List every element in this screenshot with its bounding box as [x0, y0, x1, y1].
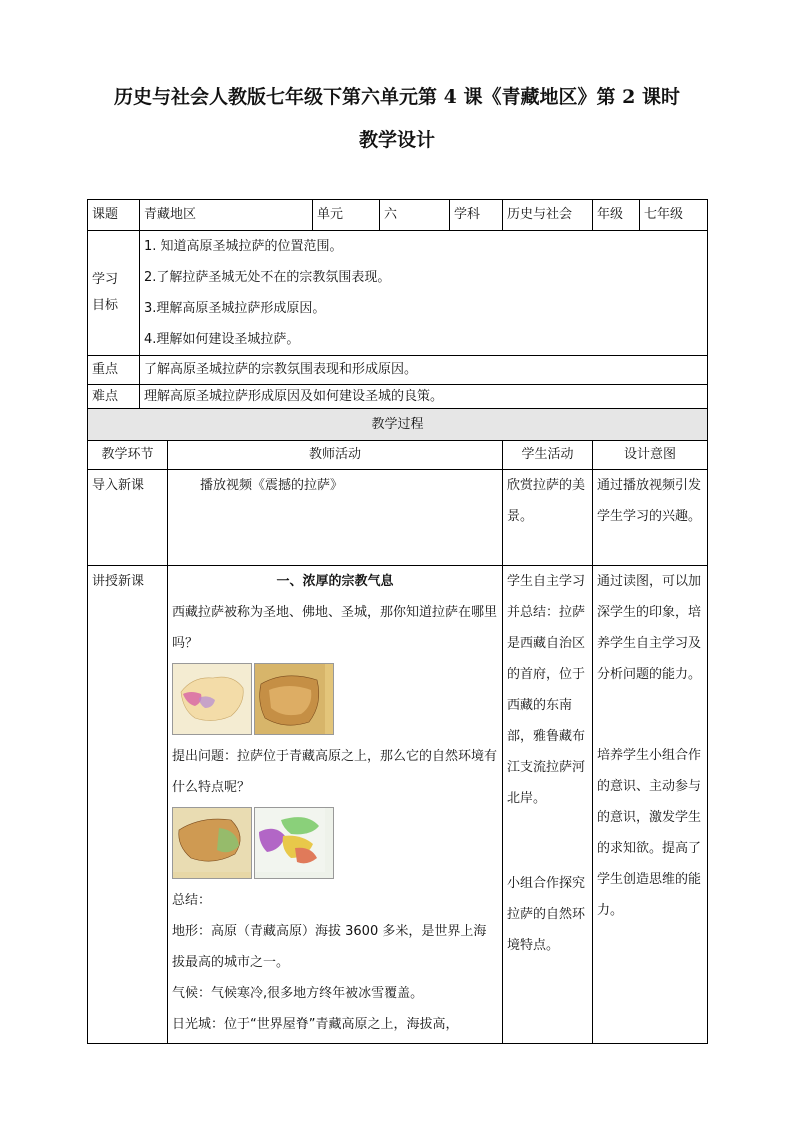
- key-point-text: 了解高原圣城拉萨的宗教氛围表现和形成原因。: [140, 356, 708, 385]
- summary-label: 总结：: [172, 893, 212, 908]
- terrain-map-image: [172, 807, 252, 879]
- difficulty-row: [88, 385, 708, 409]
- intent-1: 通过读图，可以加深学生的印象，培养学生自主学习及分析问题的能力。: [597, 574, 702, 682]
- process-columns-row: [88, 441, 708, 470]
- question-location: 西藏拉萨被称为圣地、佛地、圣城，那你知道拉萨在哪里吗？: [172, 605, 498, 651]
- lecture-teacher: [168, 566, 503, 1044]
- lecture-heading: 一、浓厚的宗教气息: [276, 574, 394, 589]
- goals-row: [88, 231, 708, 356]
- subject-value: 历史与社会: [503, 200, 593, 231]
- process-header: 教学过程: [88, 409, 708, 441]
- col-stage: 教学环节: [88, 441, 168, 470]
- intro-stage: 导入新课: [88, 470, 168, 566]
- intent-2: 培养学生小组合作的意识、主动参与的意识，激发学生的求知欲。提高了学生创造思维的能力。: [597, 748, 702, 918]
- info-row: [88, 200, 708, 231]
- intro-student: 欣赏拉萨的美景。: [503, 470, 593, 566]
- doc-title: 历史与社会人教版七年级下第六单元第 4 课《青藏地区》第 2 课时: [114, 86, 680, 108]
- china-map-image: [172, 663, 252, 735]
- difficulty-label: 难点: [88, 385, 140, 409]
- intro-row: [88, 470, 708, 566]
- topic-value: 青藏地区: [140, 200, 313, 231]
- lecture-intent: [593, 566, 708, 1044]
- col-intent: 设计意图: [593, 441, 708, 470]
- intro-teacher: 播放视频《震撼的拉萨》: [168, 470, 503, 566]
- key-point-label: 重点: [88, 356, 140, 385]
- key-point-row: [88, 356, 708, 385]
- summary-sunlight: 日光城：位于“世界屋脊”青藏高原之上，海拔高，: [172, 1017, 459, 1032]
- goal-item: 2.了解拉萨圣城无处不在的宗教氛围表现。: [144, 270, 391, 285]
- grade-label: 年级: [593, 200, 640, 231]
- map-group-environment: [172, 807, 498, 879]
- question-environment: 提出问题：拉萨位于青藏高原之上，那么它的自然环境有什么特点呢？: [172, 749, 498, 795]
- goal-item: 4.理解如何建设圣城拉萨。: [144, 332, 300, 347]
- goal-item: 1. 知道高原圣城拉萨的位置范围。: [144, 239, 343, 254]
- summary-terrain: 地形：高原（青藏高原）海拔 3600 多米，是世界上海拔最高的城市之一。: [172, 924, 487, 970]
- summary-climate: 气候：气候寒冷,很多地方终年被冰雪覆盖。: [172, 986, 424, 1001]
- student-activity-2: 小组合作探究拉萨的自然环境特点。: [507, 876, 586, 953]
- goals-label: 学习 目标: [88, 231, 140, 356]
- lecture-stage: 讲授新课: [88, 566, 168, 1044]
- intro-intent: 通过播放视频引发学生学习的兴趣。: [593, 470, 708, 566]
- map-group-location: [172, 663, 498, 735]
- lecture-student: [503, 566, 593, 1044]
- lecture-row: [88, 566, 708, 1044]
- doc-subtitle: 教学设计: [358, 129, 435, 151]
- lesson-plan-table: [87, 199, 708, 1044]
- subject-label: 学科: [450, 200, 503, 231]
- difficulty-text: 理解高原圣城拉萨形成原因及如何建设圣城的良策。: [140, 385, 708, 409]
- goal-item: 3.理解高原圣城拉萨形成原因。: [144, 301, 326, 316]
- unit-value: 六: [380, 200, 450, 231]
- topic-label: 课题: [88, 200, 140, 231]
- goals-list: [140, 231, 708, 356]
- unit-label: 单元: [313, 200, 380, 231]
- tibet-map-image: [254, 663, 334, 735]
- region-map-image: [254, 807, 334, 879]
- col-student: 学生活动: [503, 441, 593, 470]
- grade-value: 七年级: [640, 200, 708, 231]
- col-teacher: 教师活动: [168, 441, 503, 470]
- student-activity-1: 学生自主学习并总结：拉萨是西藏自治区的首府，位于西藏的东南部，雅鲁藏布江支流拉萨河北岸。: [507, 574, 586, 806]
- process-header-row: [88, 409, 708, 441]
